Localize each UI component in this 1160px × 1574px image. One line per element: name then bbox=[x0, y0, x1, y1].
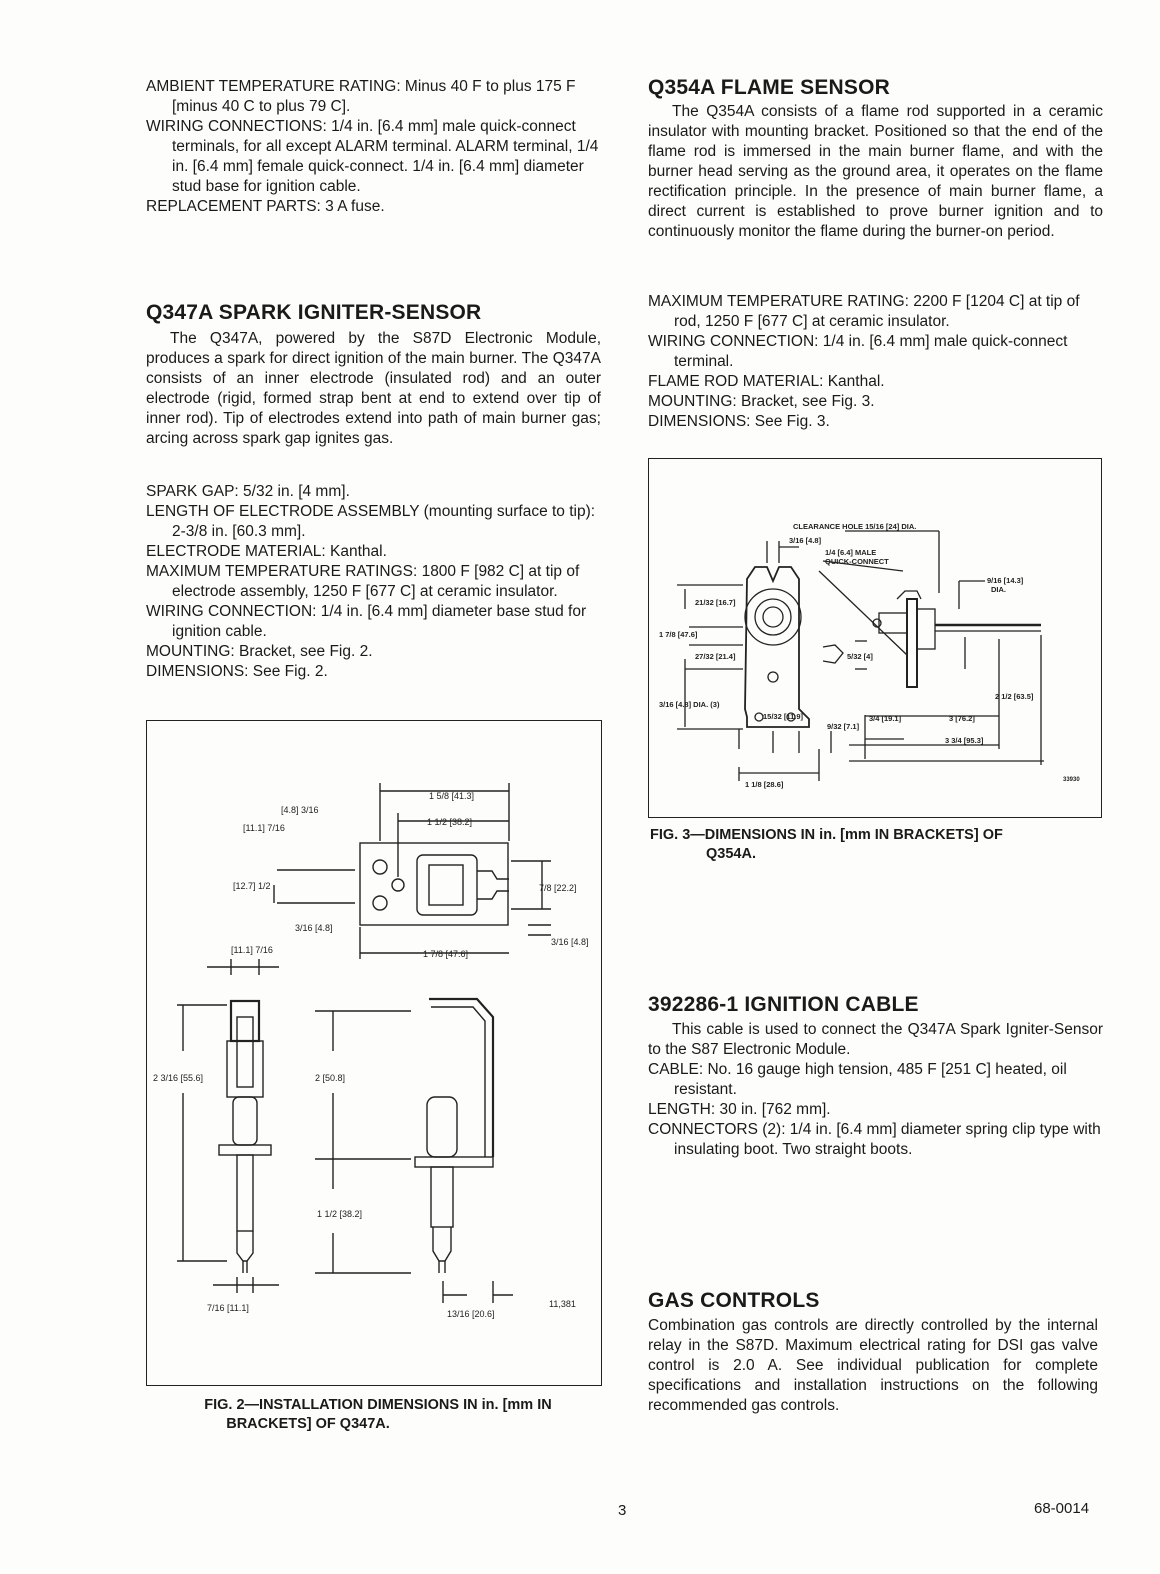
q354a-specs bbox=[648, 292, 1103, 432]
doc-number: 68-0014 bbox=[1034, 1500, 1090, 1517]
fig3-label-l13: 9/32 [7.1] bbox=[827, 722, 860, 731]
fig2-label-d9: 3/16 [4.8] bbox=[551, 937, 589, 947]
fig2-ref: 11,381 bbox=[549, 1299, 576, 1309]
fig3-box bbox=[648, 458, 1102, 818]
q354a-body: The Q354A consists of a flame rod supported in a ceramic insulator with mounting bracket. Positioned so that the end of the flame rod is immersed in the main burner flame, and with the burner head serving as the ground area, it operates on the flame rectification principle. In the presence of main burner flame, a direct current is established to prove burner ignition and to continuously monitor the flame during the burner-on period. bbox=[648, 103, 1103, 240]
fig3-label-l18: 1 1/8 [28.6] bbox=[745, 780, 784, 789]
fig3-label-l8: 1 7/8 [47.6] bbox=[659, 630, 698, 639]
fig3-caption-line2: Q354A. bbox=[706, 846, 756, 862]
fig3-label-l7: 21/32 [16.7] bbox=[695, 598, 736, 607]
fig3-label-l9: 27/32 [21.4] bbox=[695, 652, 736, 661]
fig3-label-l17: 3 3/4 [95.3] bbox=[945, 736, 984, 745]
spec-wiring-connections: WIRING CONNECTIONS: 1/4 in. [6.4 mm] male quick-connect terminals, for all except ALARM terminal. ALARM terminal, 1/4 in. [6.4 mm] female quick-connect. 1/4 in. [6.4 mm] diameter stud base for ignition cable. bbox=[146, 118, 599, 195]
fig3-label-l1: CLEARANCE HOLE 15/16 [24] DIA. bbox=[793, 522, 917, 531]
q347a-specs bbox=[146, 482, 601, 682]
fig2-label-d4: [11.1] 7/16 bbox=[243, 823, 285, 833]
spec-length: LENGTH: 30 in. [762 mm]. bbox=[648, 1101, 831, 1118]
spec-q354a-dimensions: DIMENSIONS: See Fig. 3. bbox=[648, 413, 830, 430]
cable-heading: 392286-1 IGNITION CABLE bbox=[648, 993, 919, 1016]
fig3-label-l4: QUICK-CONNECT bbox=[825, 557, 889, 566]
fig3-label-l3: 1/4 [6.4] MALE bbox=[825, 548, 877, 557]
spec-q354a-max-temp: MAXIMUM TEMPERATURE RATING: 2200 F [1204 C] at tip of rod, 1250 F [677 C] at ceramic insulator. bbox=[648, 293, 1080, 330]
fig3-ref: 33930 bbox=[1063, 777, 1080, 783]
fig2-label-d5: [12.7] 1/2 bbox=[233, 881, 271, 891]
gas-controls-heading: GAS CONTROLS bbox=[648, 1289, 820, 1312]
spec-cable: CABLE: No. 16 gauge high tension, 485 F [251 C] heated, oil resistant. bbox=[648, 1061, 1067, 1098]
fig3-label-l10: 5/32 [4] bbox=[847, 652, 873, 661]
cable-body: This cable is used to connect the Q347A Spark Igniter-Sensor to the S87 Electronic Module. bbox=[648, 1021, 1103, 1058]
q347a-heading: Q347A SPARK IGNITER-SENSOR bbox=[146, 301, 482, 324]
spec-wiring-connection: WIRING CONNECTION: 1/4 in. [6.4 mm] diameter base stud for ignition cable. bbox=[146, 603, 587, 640]
fig2-label-d14: 7/16 [11.1] bbox=[207, 1303, 249, 1313]
top-specs bbox=[146, 77, 601, 217]
spec-ambient-temperature: AMBIENT TEMPERATURE RATING: Minus 40 F to plus 175 F [minus 40 C to plus 79 C]. bbox=[146, 78, 576, 115]
spec-dimensions: DIMENSIONS: See Fig. 2. bbox=[146, 663, 328, 680]
q347a-body: The Q347A, powered by the S87D Electronic Module, produces a spark for direct ignition of the main burner. The Q347A consists of an inner electrode (insulated rod) and an outer electrode (rigid, formed strap bent at end to extend over tip of inner rod). Tip of electrodes extend into path of main burner gas; arcing across spark gap ignites gas. bbox=[146, 330, 601, 447]
fig2-caption bbox=[148, 1396, 608, 1434]
spec-q354a-mounting: MOUNTING: Bracket, see Fig. 3. bbox=[648, 393, 875, 410]
fig2-drawing bbox=[147, 721, 601, 1385]
fig2-label-d10: [11.1] 7/16 bbox=[231, 945, 273, 955]
fig3-label-l16: 2 1/2 [63.5] bbox=[995, 692, 1034, 701]
fig2-label-d12: 2 [50.8] bbox=[315, 1073, 346, 1083]
spec-max-temperature: MAXIMUM TEMPERATURE RATINGS: 1800 F [982 C] at tip of electrode assembly, 1250 F [677 C] at ceramic insulator. bbox=[146, 563, 580, 600]
fig2-label-d8: 1 7/8 [47.6] bbox=[423, 949, 469, 959]
fig2-label-d6: 7/8 [22.2] bbox=[539, 883, 577, 893]
fig3-label-l15: 3 [76.2] bbox=[949, 714, 975, 723]
fig3-bracket bbox=[745, 567, 809, 727]
spec-electrode-length: LENGTH OF ELECTRODE ASSEMBLY (mounting surface to tip): 2-3/8 in. [60.3 mm]. bbox=[146, 503, 596, 540]
fig2-label-d2: 1 1/2 [38.2] bbox=[427, 817, 473, 827]
gas-controls-body: Combination gas controls are directly controlled by the internal relay in the S87D. Maximum electrical rating for DSI gas valve control is 2.0 A. See individual publication for complete specifications and installation instructions on the following recommended gas controls. bbox=[648, 1317, 1098, 1414]
spec-q354a-wiring: WIRING CONNECTION: 1/4 in. [6.4 mm] male quick-connect terminal. bbox=[648, 333, 1068, 370]
spec-q354a-material: FLAME ROD MATERIAL: Kanthal. bbox=[648, 373, 885, 390]
fig2-label-d13: 1 1/2 [38.2] bbox=[317, 1209, 363, 1219]
fig2-label-d7: 3/16 [4.8] bbox=[295, 923, 333, 933]
fig2-label-d1: 1 5/8 [41.3] bbox=[429, 791, 475, 801]
fig2-label-d3: [4.8] 3/16 bbox=[281, 805, 319, 815]
page-number: 3 bbox=[618, 1502, 627, 1519]
fig3-caption bbox=[650, 826, 1105, 864]
fig3-label-l12: 15/32 [11.9] bbox=[763, 712, 804, 721]
fig2-caption-line2: BRACKETS] OF Q347A. bbox=[226, 1416, 390, 1432]
spec-electrode-material: ELECTRODE MATERIAL: Kanthal. bbox=[146, 543, 387, 560]
fig3-label-l6: DIA. bbox=[991, 585, 1006, 594]
q354a-heading: Q354A FLAME SENSOR bbox=[648, 76, 891, 99]
spec-mounting: MOUNTING: Bracket, see Fig. 2. bbox=[146, 643, 373, 660]
fig3-label-l2: 3/16 [4.8] bbox=[789, 536, 822, 545]
fig2-box bbox=[146, 720, 602, 1386]
fig3-label-l14: 3/4 [19.1] bbox=[869, 714, 902, 723]
fig3-caption-line1: FIG. 3—DIMENSIONS IN in. [mm IN BRACKETS] OF bbox=[650, 827, 1003, 843]
fig2-caption-line1: FIG. 2—INSTALLATION DIMENSIONS IN in. [mm IN bbox=[204, 1397, 552, 1413]
cable-specs bbox=[648, 1060, 1103, 1160]
fig3-drawing bbox=[649, 459, 1101, 817]
fig3-label-l11: 3/16 [4.8] DIA. (3) bbox=[659, 700, 720, 709]
fig2-label-d11: 2 3/16 [55.6] bbox=[153, 1073, 204, 1083]
spec-connectors: CONNECTORS (2): 1/4 in. [6.4 mm] diameter spring clip type with insulating boot. Two straight boots. bbox=[648, 1121, 1101, 1158]
fig2-label-d15: 13/16 [20.6] bbox=[447, 1309, 495, 1319]
spec-replacement-parts: REPLACEMENT PARTS: 3 A fuse. bbox=[146, 198, 385, 215]
fig3-label-l5: 9/16 [14.3] bbox=[987, 576, 1024, 585]
spec-spark-gap: SPARK GAP: 5/32 in. [4 mm]. bbox=[146, 483, 350, 500]
